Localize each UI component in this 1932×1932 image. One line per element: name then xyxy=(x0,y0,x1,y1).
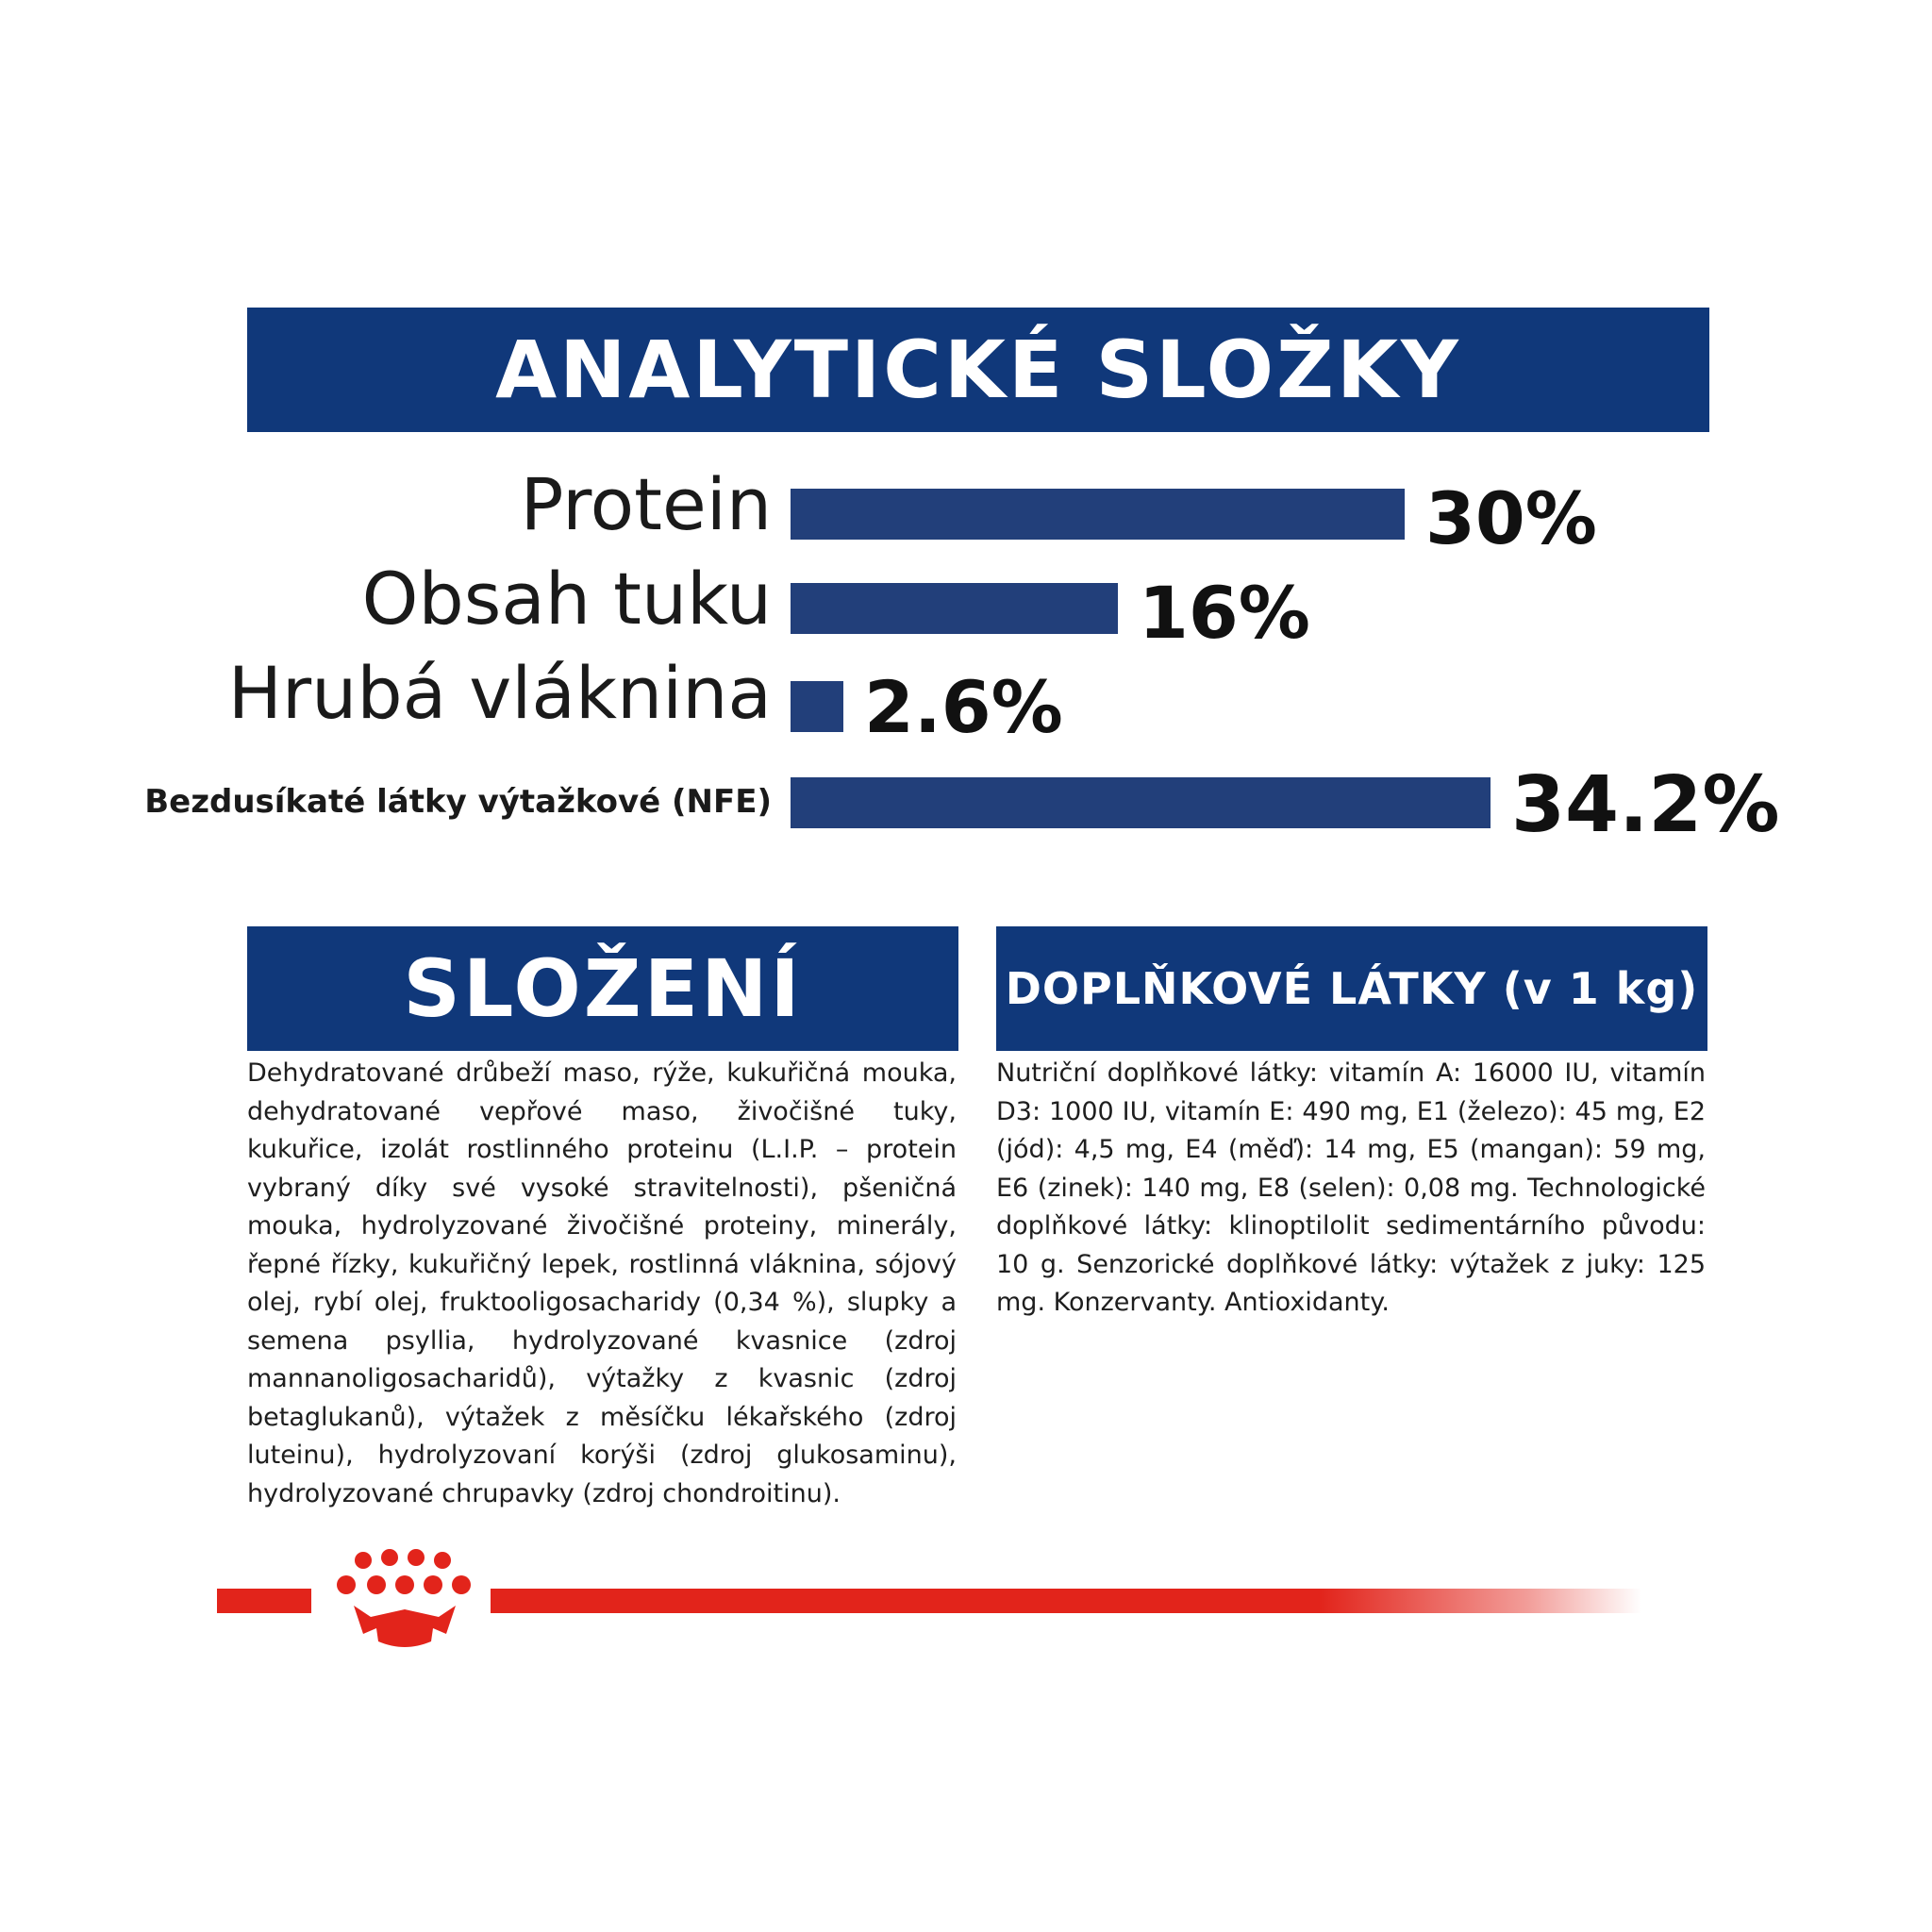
additives-text: Nutriční doplňkové látky: vitamín A: 16000 IU, vitamín D3: 1000 IU, vitamín E: 490 mg, E1 (železo): 45 mg, E2 (jód): 4,5 mg, E4 (měď): 14 mg, E5 (mangan): 59 mg, E6 (zinek): 140 mg, E8 (selen): 0,08 mg. Technologické doplňkové látky: klinoptilolit sedimentárního původu: 10 g. Senzorické doplňkové látky: výtažek z juky: 125 mg. Konzervanty. Antioxidanty. xyxy=(996,1058,1706,1317)
nutrient-value-nfe: 34.2% xyxy=(1511,760,1780,850)
nutrient-bar-nfe xyxy=(791,777,1491,828)
nutrient-value-protein: 30% xyxy=(1425,476,1597,560)
composition-text: Dehydratované drůbeží maso, rýže, kukuřičná mouka, dehydratované vepřové maso, živočišné tuky, kukuřice, izolát rostlinného proteinu (L.I.P. – protein vybraný díky své vysoké stravitelnosti), pšeničná mouka, hydrolyzované živočišné proteiny, minerály, řepné řízky, kukuřičný lepek, rostlinná vláknina, sójový olej, rybí olej, fruktooligosacharidy (0,34 %), slupky a semena psyllia, hydrolyzované kvasnice (zdroj mannanoligosacharidů), výtažky z kvasnic (zdroj betaglukanů), výtažek z měsíčku lékařského (zdroj luteinu), hydrolyzovaní korýši (zdroj glukosaminu), hydrolyzované chrupavky (zdroj chondroitinu). xyxy=(247,1058,957,1508)
nutrient-bar-fiber xyxy=(791,681,843,732)
nutrient-value-fat: 16% xyxy=(1139,571,1310,655)
additives-heading xyxy=(996,926,1707,1051)
nutrient-bar-protein xyxy=(791,489,1405,540)
nutrient-label-fiber: Hrubá vláknina xyxy=(227,651,772,735)
nutrient-value-fiber: 2.6% xyxy=(864,665,1063,749)
analytic-title: ANALYTICKÉ SLOŽKY xyxy=(495,324,1461,416)
nutrient-label-nfe: Bezdusíkaté látky výtažkové (NFE) xyxy=(144,783,772,821)
additives-title: DOPLŇKOVÉ LÁTKY (v 1 kg) xyxy=(1005,963,1699,1014)
composition-title: SLOŽENÍ xyxy=(403,942,803,1035)
nutrient-label-protein: Protein xyxy=(520,462,772,546)
nutrient-label-fat: Obsah tuku xyxy=(361,557,772,641)
footer-red-line-right xyxy=(491,1589,1641,1613)
crown-icon xyxy=(325,1547,476,1660)
nutrient-bar-fat xyxy=(791,583,1118,634)
footer-red-line-left xyxy=(217,1589,311,1613)
analytic-heading xyxy=(247,308,1709,432)
composition-heading xyxy=(247,926,958,1051)
